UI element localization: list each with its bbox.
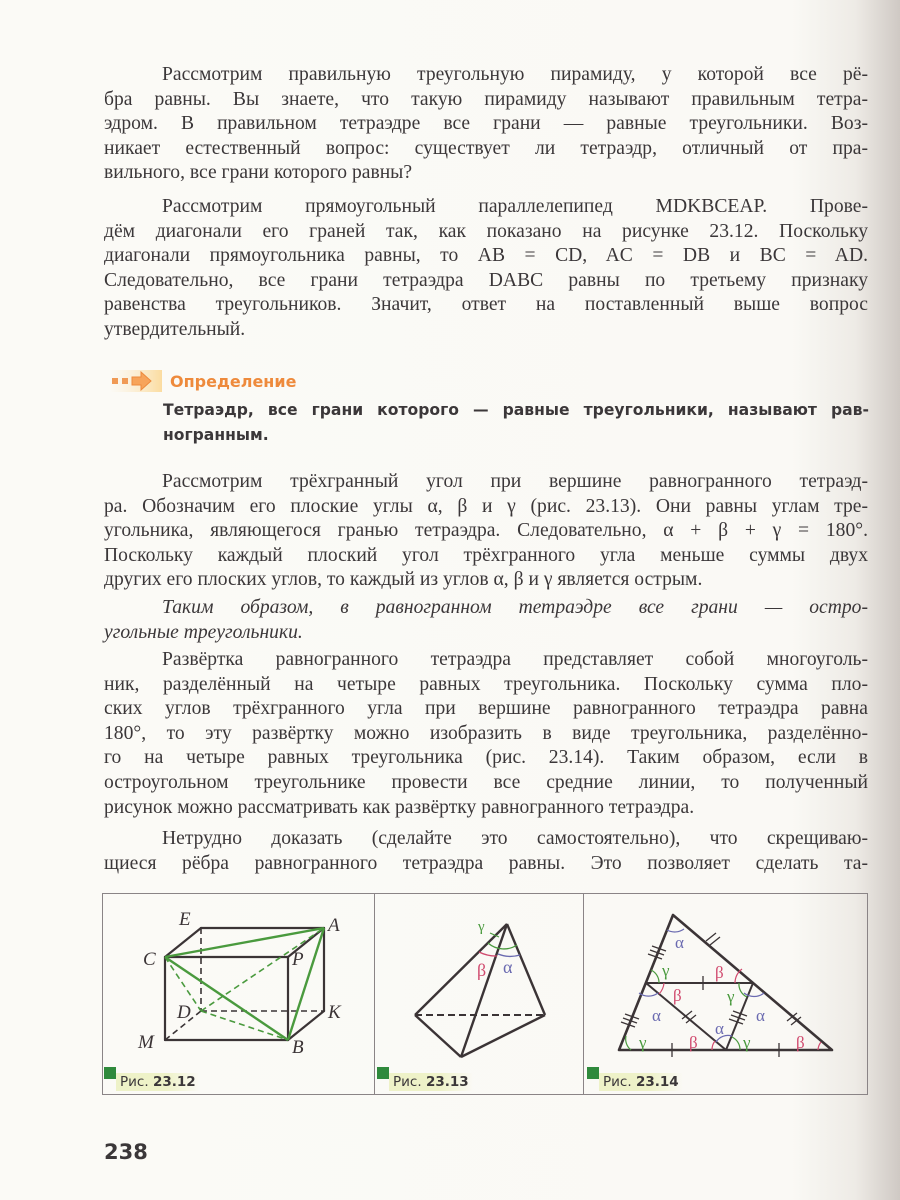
vertex-label-K: K — [328, 1002, 341, 1023]
text-line: равенства треугольников. Значит, ответ на поставленный выше вопрос — [104, 294, 868, 316]
text-line: Нетрудно доказать (сделайте это самостоятельно), что скрещиваю- — [162, 828, 868, 849]
caption-prefix: Рис. — [393, 1074, 422, 1090]
caption-marker-icon — [377, 1067, 389, 1079]
definition-title: Определение — [170, 371, 297, 391]
page-number: 238 — [104, 1140, 148, 1164]
vertex-label-C: C — [143, 949, 156, 970]
angle-arc-gamma — [651, 970, 659, 983]
angle-label-beta: β — [477, 960, 487, 980]
paragraph-conclusion-italic — [104, 596, 868, 645]
vertex-label-E: E — [179, 909, 191, 930]
tick-double — [682, 1011, 696, 1023]
tick-triple — [648, 946, 666, 959]
caption-label — [599, 1073, 683, 1091]
tick-triple — [729, 1011, 747, 1024]
angle-label-alpha: α — [756, 1006, 765, 1025]
angle-label-gamma: γ — [639, 1033, 647, 1052]
text-line: диагонали прямоугольника равны, то AB = CD, AC = DB и BC = AD. — [104, 245, 868, 267]
text-line: щиеся рёбра равногранного тетраэдра равны. Это позволяет сделать та- — [104, 852, 868, 874]
text-line: ских углов трёхгранного угла при вершине равногранного тетраэдра равна — [104, 698, 868, 720]
caption-marker-icon — [587, 1067, 599, 1079]
caption-prefix: Рис. — [120, 1074, 149, 1090]
caption-prefix: Рис. — [603, 1074, 632, 1090]
text-line: Развёртка равногранного тетраэдра представляет собой многоуголь- — [162, 649, 868, 670]
paragraph-net — [104, 648, 868, 820]
tick-triple — [621, 1014, 639, 1027]
text-line: утвердительный. — [104, 318, 246, 340]
angle-label-beta: β — [689, 1033, 698, 1052]
text-line: бра равны. Вы знаете, что такую пирамиду называют правильным тетра- — [104, 88, 868, 110]
vertex-label-M: M — [138, 1032, 154, 1053]
text-line: Поскольку каждый плоский угол трёхгранного угла меньше суммы двух — [104, 544, 868, 566]
text-line: 180°, то эту развёртку можно изобразить в виде треугольника, разделённо- — [104, 722, 868, 744]
angle-arc-beta — [659, 983, 664, 994]
text-line: Рассмотрим правильную треугольную пирамиду, у которой все рё- — [162, 64, 868, 85]
diagonal-DB-hidden — [201, 1011, 288, 1040]
angle-arc-gamma — [488, 943, 517, 949]
figure-caption-23-12 — [104, 1073, 200, 1091]
text-line: го на четыре равных треугольника (рис. 23.14). Таким образом, если в — [104, 747, 868, 769]
text-line: других его плоских углов, то каждый из углов α, β и γ является острым. — [104, 569, 703, 591]
angle-label-beta: β — [796, 1033, 805, 1052]
text-line: рисунок можно рассматривать как развёртку равногранного тетраэдра. — [104, 796, 695, 818]
angle-arc-beta — [712, 1041, 715, 1050]
text-line: дём диагонали его граней так, как показано на рисунке 23.12. Поскольку — [104, 220, 868, 242]
text-line: угольные треугольники. — [104, 621, 303, 643]
figure-caption-23-13 — [377, 1073, 473, 1091]
edge-apex-right — [507, 924, 545, 1015]
caption-marker-icon — [104, 1067, 116, 1079]
caption-number: 23.13 — [425, 1074, 469, 1090]
caption-label — [389, 1073, 473, 1091]
angle-label-alpha: α — [652, 1006, 661, 1025]
angle-label-alpha: α — [675, 933, 684, 952]
angle-label-gamma: γ — [478, 919, 485, 935]
angle-label-beta: β — [715, 963, 724, 982]
angle-label-beta: β — [673, 986, 682, 1005]
definition-header — [110, 370, 296, 392]
text-line: угольника, являющегося гранью тетраэдра. Следовательно, α + β + γ = 180°. — [104, 520, 868, 542]
angle-arc-alpha — [667, 929, 684, 932]
text-line: Тетраэдр, все грани которого — равные треугольники, называют рав- — [163, 401, 869, 419]
edge-apex-left — [415, 924, 507, 1015]
paragraph-trihedral-angle — [104, 470, 868, 593]
text-line: Рассмотрим прямоугольный параллелепипед MDKBCEAP. Прове- — [162, 196, 868, 217]
angle-arc-beta — [479, 952, 497, 956]
text-line: эдром. В правильном тетраэдре все грани — равные треугольники. Воз- — [104, 113, 868, 135]
angle-label-gamma: γ — [727, 987, 735, 1006]
angle-label-gamma: γ — [662, 961, 670, 980]
angle-label-alpha: α — [503, 957, 513, 977]
vertex-label-D: D — [177, 1002, 191, 1023]
figure-23-12-parallelepiped — [102, 893, 374, 1063]
vertex-label-A: A — [328, 915, 340, 936]
vertex-label-P: P — [292, 949, 304, 970]
edge-left-front — [415, 1015, 461, 1057]
diagonal-DA-hidden — [201, 928, 324, 1011]
figure-caption-23-14 — [587, 1073, 683, 1091]
text-line: никает естественный вопрос: существует ли тетраэдр, отличный от пра- — [104, 137, 868, 159]
text-line: остроугольном треугольнике провести все средние линии, то полученный — [104, 771, 868, 793]
text-line: вильного, все грани которого равны? — [104, 162, 413, 184]
angle-arc-alpha — [498, 954, 520, 956]
text-line: ник, разделённый на четыре равных треугольника. Поскольку сумма пло- — [104, 673, 868, 695]
angle-label-gamma: γ — [743, 1033, 751, 1052]
caption-number: 23.12 — [152, 1074, 196, 1090]
angle-label-alpha: α — [715, 1019, 724, 1038]
text-line: ра. Обозначим его плоские углы α, β и γ (рис. 23.13). Они равны углам тре- — [104, 495, 868, 517]
text-line: ногранным. — [163, 426, 269, 444]
diagonal-CB — [165, 957, 288, 1040]
paragraph-regular-tetrahedron — [104, 63, 868, 186]
vertex-label-B: B — [292, 1037, 304, 1058]
text-line: Таким образом, в равногранном тетраэдре все грани — остро- — [162, 597, 868, 618]
caption-number: 23.14 — [635, 1074, 679, 1090]
paragraph-parallelepiped — [104, 195, 868, 343]
diagonal-AB — [288, 928, 324, 1040]
text-line: Следовательно, все грани тетраэдра DABC равны по третьему признаку — [104, 269, 868, 291]
text-line: Рассмотрим трёхгранный угол при вершине равногранного тетраэд- — [162, 471, 868, 492]
figure-23-13-tetrahedron — [375, 893, 583, 1068]
angle-arc-gamma — [626, 1036, 631, 1050]
arrow-right-icon — [110, 370, 162, 392]
definition-body — [163, 398, 869, 448]
paragraph-skew-edges — [104, 827, 868, 876]
figure-23-14-net — [584, 893, 868, 1068]
caption-label — [116, 1073, 200, 1091]
angle-arc-gamma — [732, 1037, 740, 1050]
